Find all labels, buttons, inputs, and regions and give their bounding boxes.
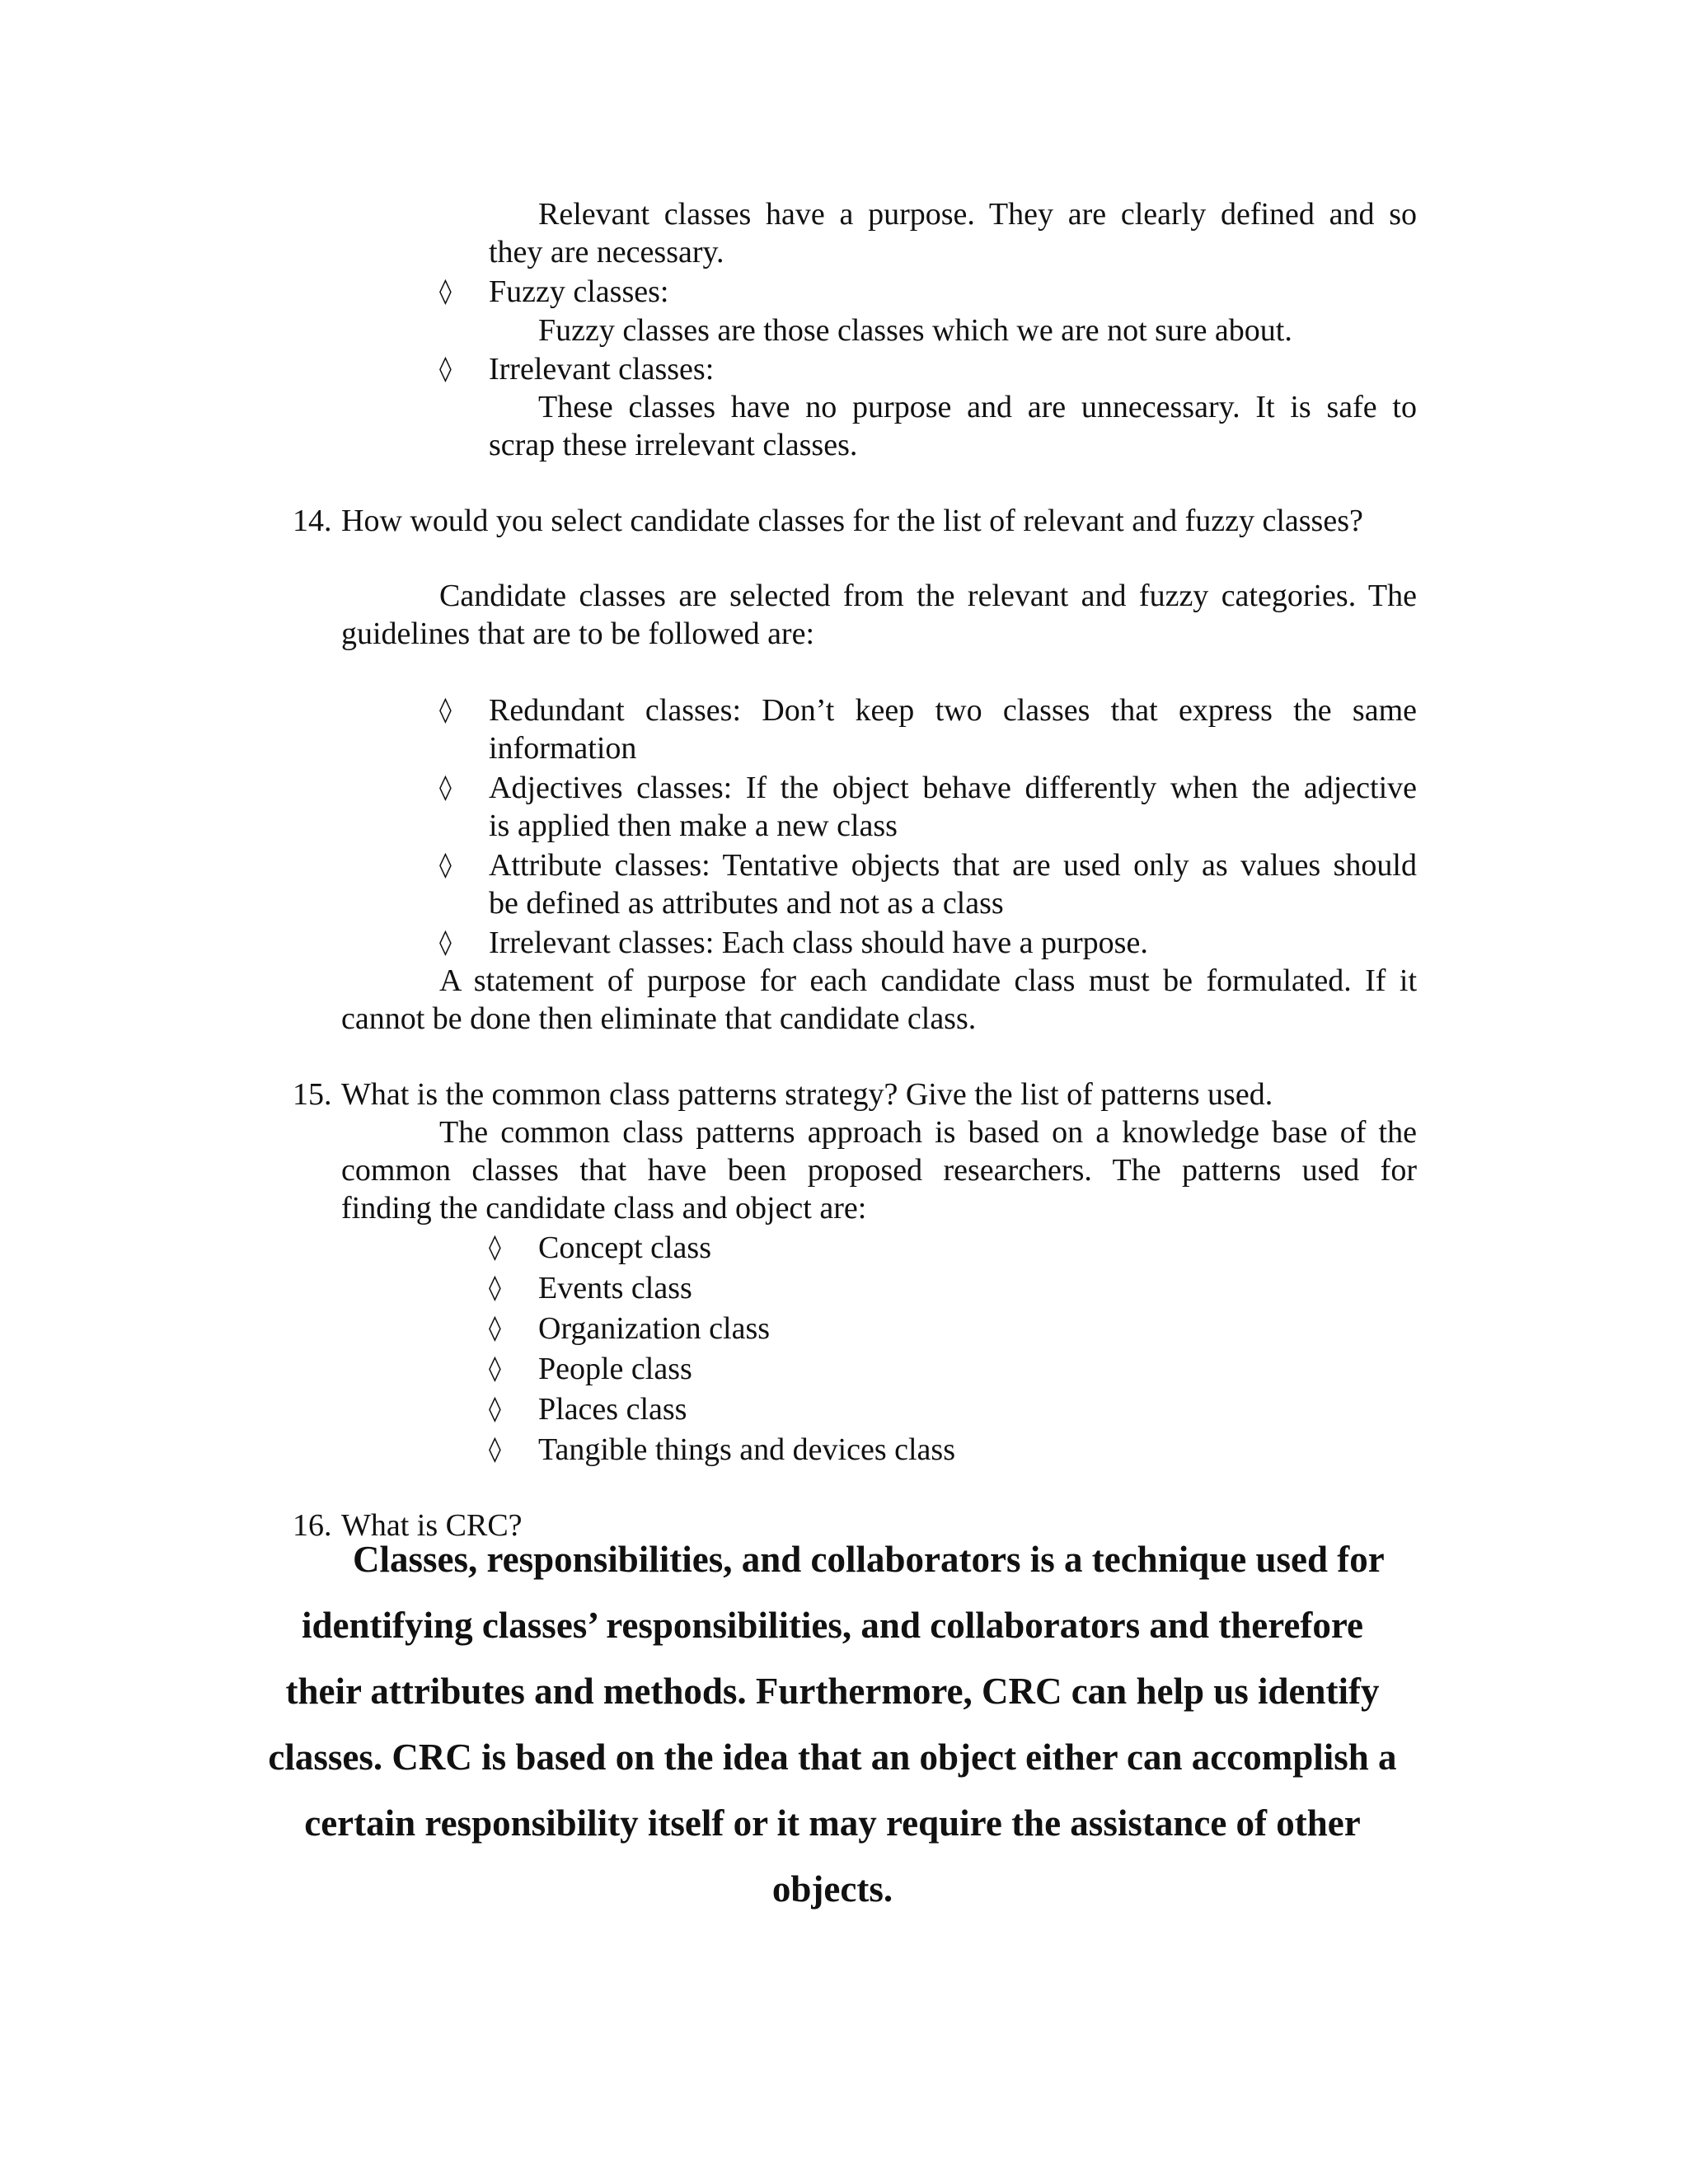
q15-para-line1: The common class patterns approach is based on a knowledge base of the (439, 1115, 1417, 1150)
q14-intro-line2: guidelines that are to be followed are: (341, 616, 815, 651)
diamond-bullet-icon: ◊ (489, 1273, 501, 1302)
pattern-item: People class (538, 1352, 692, 1386)
irrelevant-desc-line1: These classes have no purpose and are unnecessary. It is safe to (538, 390, 1417, 424)
diamond-bullet-icon: ◊ (439, 354, 452, 383)
diamond-bullet-icon: ◊ (439, 277, 452, 306)
diamond-bullet-icon: ◊ (439, 851, 452, 879)
diamond-bullet-icon: ◊ (489, 1314, 501, 1343)
q14-closing-line2: cannot be done then eliminate that candidate class. (341, 1001, 977, 1036)
q14-bullet1-line2: information (489, 731, 637, 766)
q14-question: How would you select candidate classes for the list of relevant and fuzzy classes? (341, 504, 1363, 538)
pattern-item: Places class (538, 1392, 687, 1427)
q15-para-line3: finding the candidate class and object are: (341, 1191, 867, 1226)
crc-answer-line6: objects. (771, 1868, 893, 1910)
pattern-item: Concept class (538, 1230, 712, 1265)
relevant-desc-line2: they are necessary. (489, 235, 724, 269)
q14-bullet2-line1: Adjectives classes: If the object behave differently when the adjective (489, 771, 1417, 805)
pattern-item: Events class (538, 1271, 692, 1305)
diamond-bullet-icon: ◊ (489, 1394, 501, 1423)
diamond-bullet-icon: ◊ (439, 696, 452, 724)
q15-para-line2: common classes that have been proposed researchers. The patterns used for (341, 1153, 1417, 1188)
q14-bullet3-line1: Attribute classes: Tentative objects that are used only as values should (489, 848, 1417, 883)
diamond-bullet-icon: ◊ (489, 1354, 501, 1383)
crc-answer-line2: identifying classes’ responsibilities, and collaborators and therefore (302, 1605, 1363, 1646)
q14-intro-line1: Candidate classes are selected from the relevant and fuzzy categories. The (439, 579, 1417, 613)
q16-question: What is CRC? (341, 1508, 523, 1543)
q14-closing-line1: A statement of purpose for each candidate class must be formulated. If it (439, 963, 1417, 998)
relevant-desc-line1: Relevant classes have a purpose. They are clearly defined and so (538, 197, 1417, 232)
q14-bullet4-line1: Irrelevant classes: Each class should have a purpose. (489, 926, 1148, 960)
diamond-bullet-icon: ◊ (489, 1435, 501, 1464)
crc-answer-line5: certain responsibility itself or it may require the assistance of other (304, 1802, 1361, 1844)
diamond-bullet-icon: ◊ (439, 928, 452, 957)
crc-answer-line4: classes. CRC is based on the idea that an object either can accomplish a (268, 1736, 1397, 1778)
irrelevant-desc-line2: scrap these irrelevant classes. (489, 428, 858, 462)
q14-bullet2-line2: is applied then make a new class (489, 808, 898, 843)
q14-bullet1-line1: Redundant classes: Don’t keep two classes that express the same (489, 693, 1417, 728)
fuzzy-classes-desc: Fuzzy classes are those classes which we are not sure about. (538, 313, 1292, 348)
diamond-bullet-icon: ◊ (489, 1233, 501, 1262)
q15-number: 15. (293, 1077, 332, 1112)
q14-bullet3-line2: be defined as attributes and not as a class (489, 886, 1004, 921)
irrelevant-classes-label: Irrelevant classes: (489, 352, 715, 387)
fuzzy-classes-label: Fuzzy classes: (489, 274, 669, 309)
pattern-item: Organization class (538, 1311, 771, 1346)
diamond-bullet-icon: ◊ (439, 773, 452, 802)
crc-answer-line3: their attributes and methods. Furthermore, CRC can help us identify (285, 1671, 1380, 1712)
q14-number: 14. (293, 504, 332, 538)
q16-number: 16. (293, 1508, 332, 1543)
crc-answer-line1: Classes, responsibilities, and collaborators is a technique used for (353, 1539, 1385, 1580)
pattern-item: Tangible things and devices class (538, 1432, 955, 1467)
q15-question: What is the common class patterns strategy? Give the list of patterns used. (341, 1077, 1273, 1112)
